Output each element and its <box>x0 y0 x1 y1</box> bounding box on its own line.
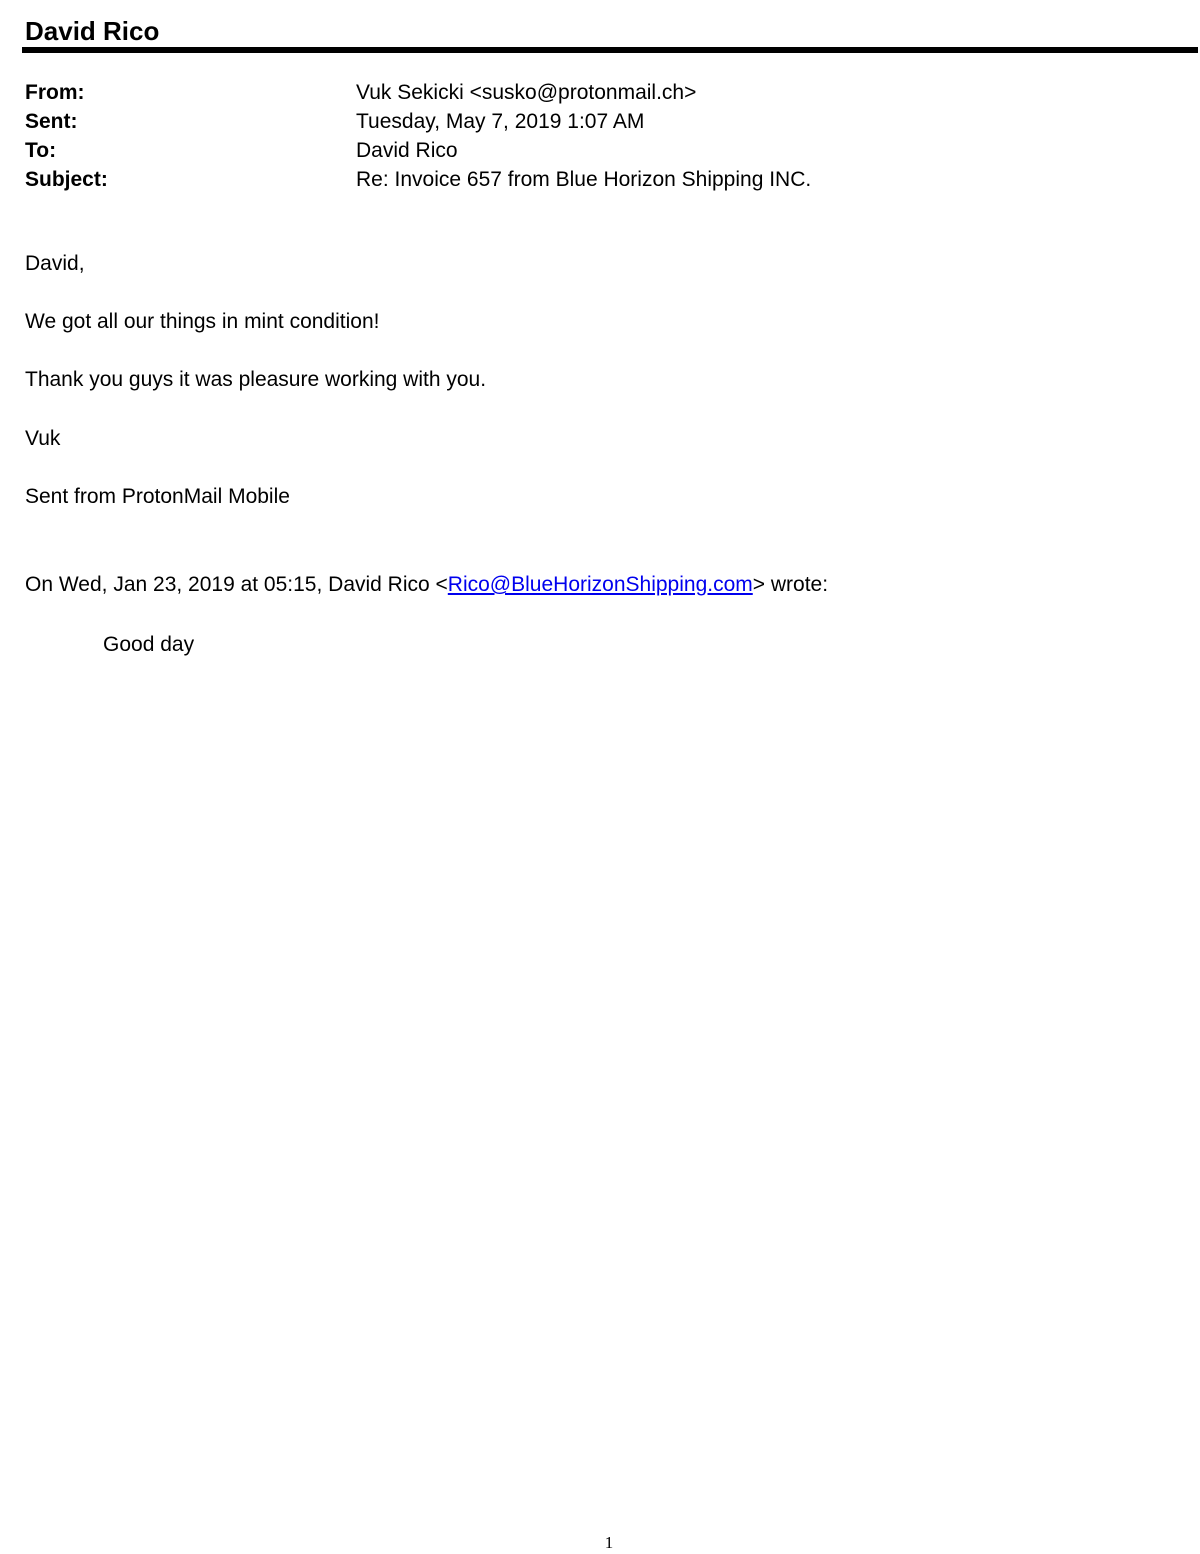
email-header <box>25 78 811 194</box>
sender-email-link[interactable]: Rico@BlueHorizonShipping.com <box>447 573 753 596</box>
message-line-1: We got all our things in mint condition! <box>25 310 380 333</box>
page-number: 1 <box>604 1533 614 1552</box>
title-divider <box>22 47 1198 53</box>
header-row-sent <box>25 107 811 136</box>
message-greeting: David, <box>25 252 85 275</box>
quote-intro <box>25 571 828 599</box>
from-label: From: <box>25 81 85 104</box>
to-value: David Rico <box>356 139 458 162</box>
header-row-subject <box>25 165 811 194</box>
message-signature: Vuk <box>25 427 61 450</box>
message-mobile-footer: Sent from ProtonMail Mobile <box>25 485 290 508</box>
to-label: To: <box>25 139 57 162</box>
sent-label: Sent: <box>25 110 78 133</box>
message-line-2: Thank you guys it was pleasure working with you. <box>25 368 487 391</box>
quoted-message-text: Good day <box>103 633 195 656</box>
header-row-to <box>25 136 811 165</box>
sent-value: Tuesday, May 7, 2019 1:07 AM <box>356 110 645 133</box>
quote-intro-prefix: On Wed, Jan 23, 2019 at 05:15, David Rico < <box>25 573 448 596</box>
subject-label: Subject: <box>25 168 108 191</box>
from-value: Vuk Sekicki <susko@protonmail.ch> <box>356 81 697 104</box>
quote-intro-suffix: > wrote: <box>752 573 829 596</box>
document-owner-name: David Rico <box>25 16 160 46</box>
subject-value: Re: Invoice 657 from Blue Horizon Shipping INC. <box>356 168 812 191</box>
header-row-from <box>25 78 811 107</box>
